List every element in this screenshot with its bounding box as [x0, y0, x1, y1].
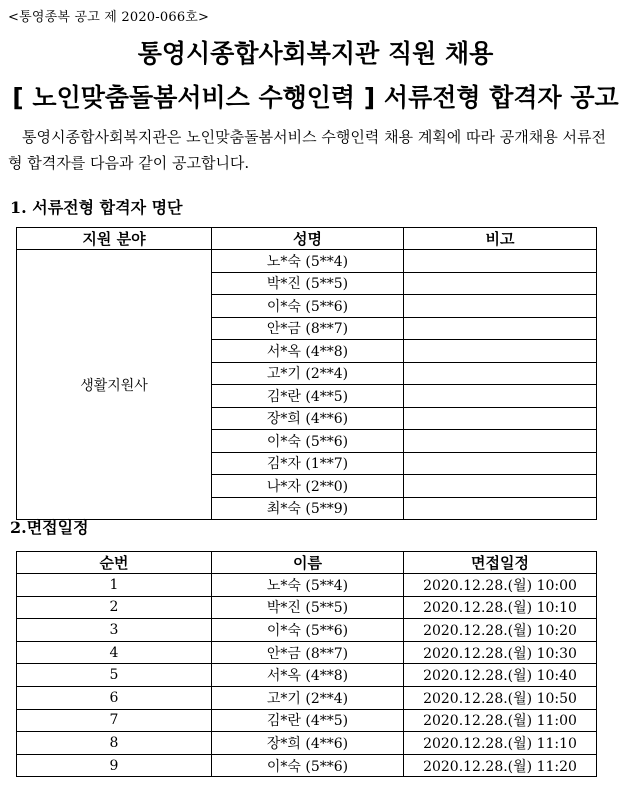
- name-cell: 김*자 (1**7): [212, 452, 404, 475]
- name-cell: 이*숙 (5**6): [212, 754, 404, 777]
- remarks-cell: [404, 452, 597, 475]
- table-row: [17, 250, 597, 273]
- table-row: [17, 732, 597, 755]
- name-cell: 서*옥 (4**8): [212, 664, 404, 687]
- schedule-cell: 2020.12.28.(월) 11:20: [404, 754, 597, 777]
- name-cell: 장*희 (4**6): [212, 732, 404, 755]
- name-cell: 장*희 (4**6): [212, 407, 404, 430]
- table-row: [17, 686, 597, 709]
- schedule-cell: 2020.12.28.(월) 10:50: [404, 686, 597, 709]
- table-row: [17, 641, 597, 664]
- header-field: 지원 분야: [17, 228, 212, 250]
- name-cell: 안*금 (8**7): [212, 641, 404, 664]
- remarks-cell: [404, 340, 597, 363]
- name-cell: 김*란 (4**5): [212, 709, 404, 732]
- name-cell: 고*기 (2**4): [212, 362, 404, 385]
- order-cell: 6: [17, 686, 212, 709]
- interview-schedule-table: [16, 551, 597, 777]
- schedule-cell: 2020.12.28.(월) 10:10: [404, 596, 597, 619]
- order-cell: 9: [17, 754, 212, 777]
- section-heading-interview: 2.면접일정: [10, 518, 89, 537]
- order-cell: 3: [17, 619, 212, 642]
- table-row: [17, 596, 597, 619]
- schedule-cell: 2020.12.28.(월) 10:20: [404, 619, 597, 642]
- name-cell: 나*자 (2**0): [212, 475, 404, 498]
- schedule-cell: 2020.12.28.(월) 10:30: [404, 641, 597, 664]
- schedule-cell: 2020.12.28.(월) 10:40: [404, 664, 597, 687]
- order-cell: 4: [17, 641, 212, 664]
- remarks-cell: [404, 475, 597, 498]
- name-cell: 이*숙 (5**6): [212, 619, 404, 642]
- remarks-cell: [404, 407, 597, 430]
- header-name: 성명: [212, 228, 404, 250]
- order-cell: 7: [17, 709, 212, 732]
- schedule-cell: 2020.12.28.(월) 11:10: [404, 732, 597, 755]
- table-row: [17, 709, 597, 732]
- order-cell: 1: [17, 574, 212, 597]
- intro-paragraph: 통영시종합사회복지관은 노인맞춤돌봄서비스 수행인력 채용 계획에 따라 공개채용 서류전형 합격자를 다음과 같이 공고합니다.: [8, 128, 607, 172]
- header-schedule: 면접일정: [404, 552, 597, 574]
- name-cell: 노*숙 (5**4): [212, 250, 404, 273]
- remarks-cell: [404, 272, 597, 295]
- name-cell: 안*금 (8**7): [212, 317, 404, 340]
- name-cell: 서*옥 (4**8): [212, 340, 404, 363]
- order-cell: 8: [17, 732, 212, 755]
- name-cell: 고*기 (2**4): [212, 686, 404, 709]
- name-cell: 박*진 (5**5): [212, 272, 404, 295]
- header-remarks: 비고: [404, 228, 597, 250]
- table-row: [17, 574, 597, 597]
- field-cell: 생활지원사: [17, 250, 212, 520]
- table-header-row: [17, 552, 597, 574]
- document-number: <통영종복 공고 제 2020-066호>: [8, 10, 210, 25]
- name-cell: 이*숙 (5**6): [212, 295, 404, 318]
- table-row: [17, 754, 597, 777]
- table-row: [17, 664, 597, 687]
- order-cell: 5: [17, 664, 212, 687]
- table-row: [17, 619, 597, 642]
- remarks-cell: [404, 430, 597, 453]
- schedule-cell: 2020.12.28.(월) 11:00: [404, 709, 597, 732]
- remarks-cell: [404, 250, 597, 273]
- name-cell: 김*란 (4**5): [212, 385, 404, 408]
- schedule-cell: 2020.12.28.(월) 10:00: [404, 574, 597, 597]
- name-cell: 이*숙 (5**6): [212, 430, 404, 453]
- table-header-row: [17, 228, 597, 250]
- page-subtitle: [ 노인맞춤돌봄서비스 수행인력 ] 서류전형 합격자 공고: [12, 83, 619, 112]
- remarks-cell: [404, 362, 597, 385]
- remarks-cell: [404, 317, 597, 340]
- section-heading-screening: 1. 서류전형 합격자 명단: [10, 198, 183, 217]
- order-cell: 2: [17, 596, 212, 619]
- page-title: 통영시종합사회복지관 직원 채용: [137, 39, 494, 68]
- remarks-cell: [404, 295, 597, 318]
- header-order: 순번: [17, 552, 212, 574]
- header-name: 이름: [212, 552, 404, 574]
- name-cell: 박*진 (5**5): [212, 596, 404, 619]
- remarks-cell: [404, 385, 597, 408]
- remarks-cell: [404, 497, 597, 520]
- screening-results-table: [16, 227, 597, 520]
- name-cell: 최*숙 (5**9): [212, 497, 404, 520]
- name-cell: 노*숙 (5**4): [212, 574, 404, 597]
